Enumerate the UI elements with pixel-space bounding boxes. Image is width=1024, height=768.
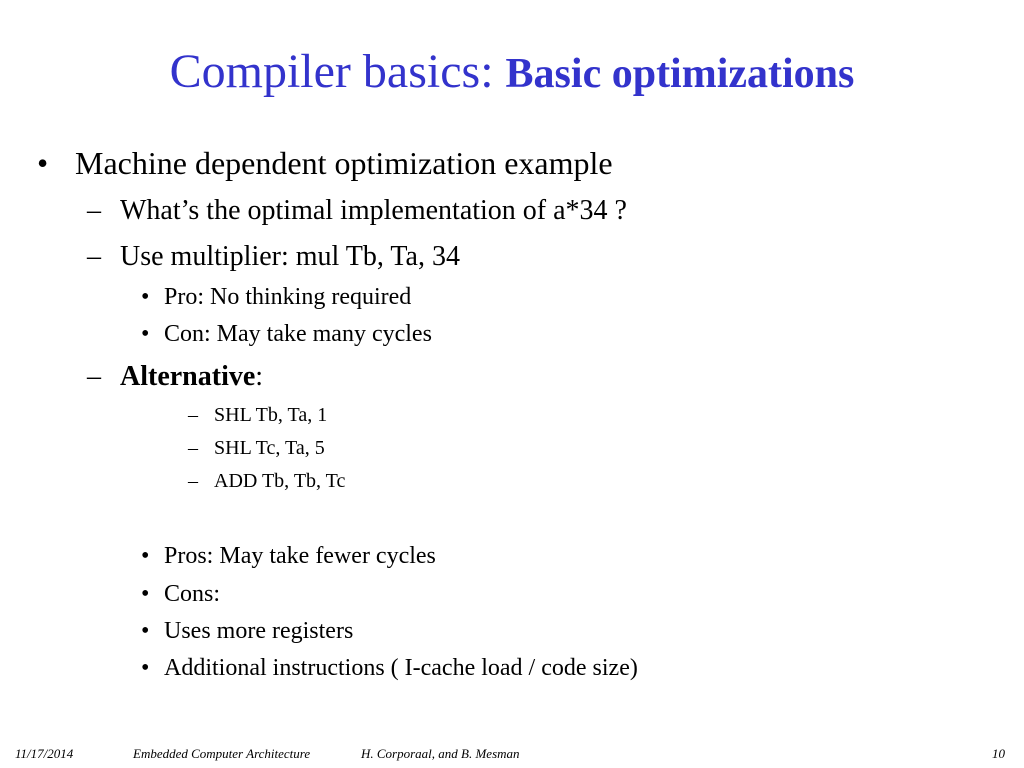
point-pro-text: Pro: No thinking required [164, 284, 412, 310]
sub-item-question-text: What’s the optimal implementation of a*34 ? [120, 195, 627, 226]
sub-item-multiplier-text: Use multiplier: mul Tb, Ta, 34 [120, 241, 460, 272]
alternative-colon: : [255, 361, 264, 392]
point-additional-text: Additional instructions ( I-cache load / code size) [164, 655, 638, 681]
bullet-main-text: Machine dependent optimization example [75, 145, 613, 181]
alternative-label: Alternative [120, 361, 256, 392]
bullet-marker: • [141, 543, 150, 569]
bullet-marker: • [141, 581, 150, 607]
footer-page-number: 10 [992, 746, 1005, 761]
code-line-text: SHL Tc, Ta, 5 [214, 437, 325, 459]
point-pros-text: Pros: May take fewer cycles [164, 543, 436, 569]
bullet-marker: • [141, 618, 150, 644]
title-regular: Compiler basics: [169, 45, 494, 98]
bullet-marker: • [141, 321, 150, 347]
bullet-marker: • [37, 145, 49, 181]
bullet-marker: • [141, 655, 150, 681]
footer-authors: H. Corporaal, and B. Mesman [361, 746, 520, 761]
slide-title [0, 42, 1024, 104]
sub-item-alternative-text [120, 360, 263, 394]
footer-date: 11/17/2014 [15, 746, 74, 761]
point-con-text: Con: May take many cycles [164, 321, 432, 347]
dash-marker: – [188, 437, 198, 459]
dash-marker: – [87, 241, 101, 272]
title-bold: Basic optimizations [505, 51, 855, 97]
code-line-text: SHL Tb, Ta, 1 [214, 404, 328, 426]
footer-course: Embedded Computer Architecture [133, 746, 311, 761]
dash-marker: – [87, 195, 101, 226]
point-uses-more-text: Uses more registers [164, 618, 354, 644]
bullet-marker: • [141, 284, 150, 310]
dash-marker: – [188, 470, 198, 492]
dash-marker: – [188, 404, 198, 426]
point-cons-text: Cons: [164, 581, 221, 607]
code-line-text: ADD Tb, Tb, Tc [214, 470, 346, 492]
dash-marker: – [87, 361, 101, 392]
